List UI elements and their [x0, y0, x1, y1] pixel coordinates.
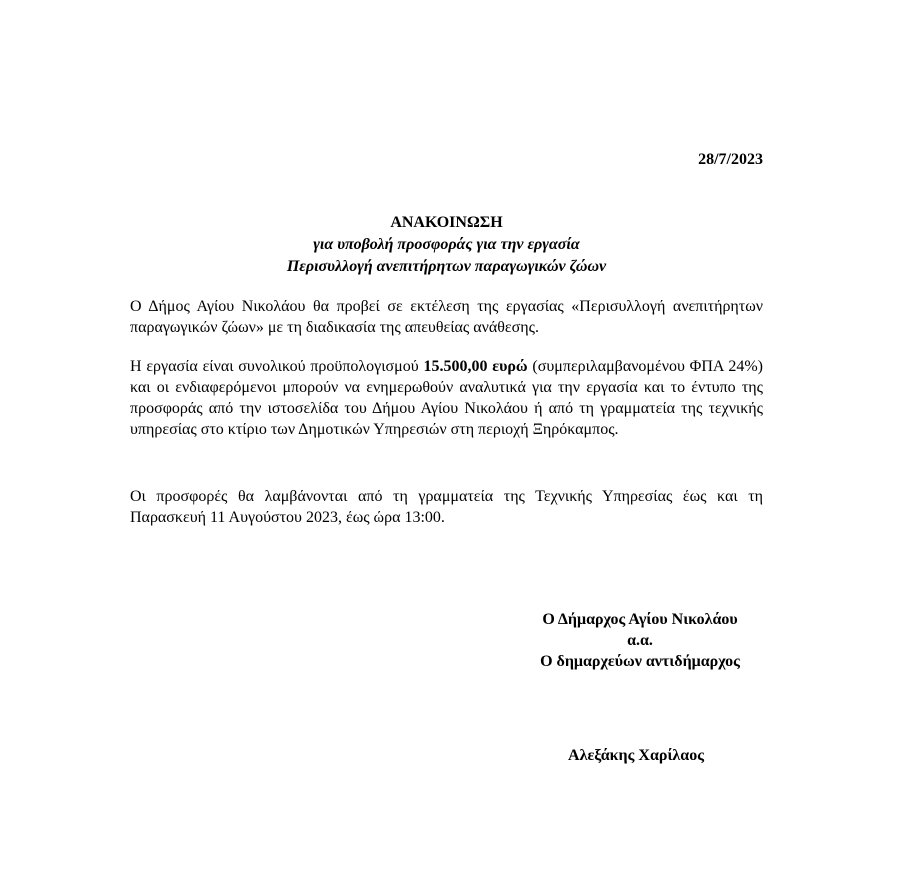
signature-line1: Ο Δήμαρχος Αγίου Νικολάου	[542, 611, 738, 628]
signature-block	[500, 609, 780, 672]
announcement-subtitle-line1: για υποβολή προσφοράς για την εργασία	[313, 236, 580, 253]
paragraph-budget-after: (συμπεριλαμβανομένου ΦΠΑ 24%) και οι ενδιαφερόμενοι μπορούν να ενημερωθούν αναλυτικά για την εργασία και το έντυπο της προσφοράς από την ιστοσελίδα του Δήμου Αγίου Νικολάου ή από τη γραμματεία της τεχνικής υπηρεσίας στο κτίριο των Δημοτικών Υπηρεσιών στη περιοχή Ξηρόκαμπος.	[130, 358, 764, 438]
document-date: 28/7/2023	[698, 151, 763, 168]
announcement-title: ΑΝΑΚΟΙΝΩΣΗ	[390, 214, 503, 231]
signature-line3: Ο δημαρχεύων αντιδήμαρχος	[540, 653, 740, 670]
signature-line2: α.α.	[627, 632, 653, 649]
signatory-name: Αλεξάκης Χαρίλαος	[568, 747, 704, 764]
paragraph-budget	[130, 356, 763, 440]
announcement-subtitle-line2: Περισυλλογή ανεπιτήρητων παραγωγικών ζώων	[286, 258, 607, 275]
budget-amount: 15.500,00 ευρώ	[423, 358, 528, 375]
paragraph-intro: Ο Δήμος Αγίου Νικολάου θα προβεί σε εκτέλεση της εργασίας «Περισυλλογή ανεπιτήρητων παραγωγικών ζώων» με τη διαδικασία της απευθείας ανάθεσης.	[130, 298, 763, 336]
announcement-heading	[130, 212, 763, 278]
paragraph-budget-before: Η εργασία είναι συνολικού προϋπολογισμού	[130, 358, 424, 375]
paragraph-deadline: Οι προσφορές θα λαμβάνονται από τη γραμματεία της Τεχνικής Υπηρεσίας έως και τη Παρασκευή 11 Αυγούστου 2023, έως ώρα 13:00.	[130, 488, 763, 526]
